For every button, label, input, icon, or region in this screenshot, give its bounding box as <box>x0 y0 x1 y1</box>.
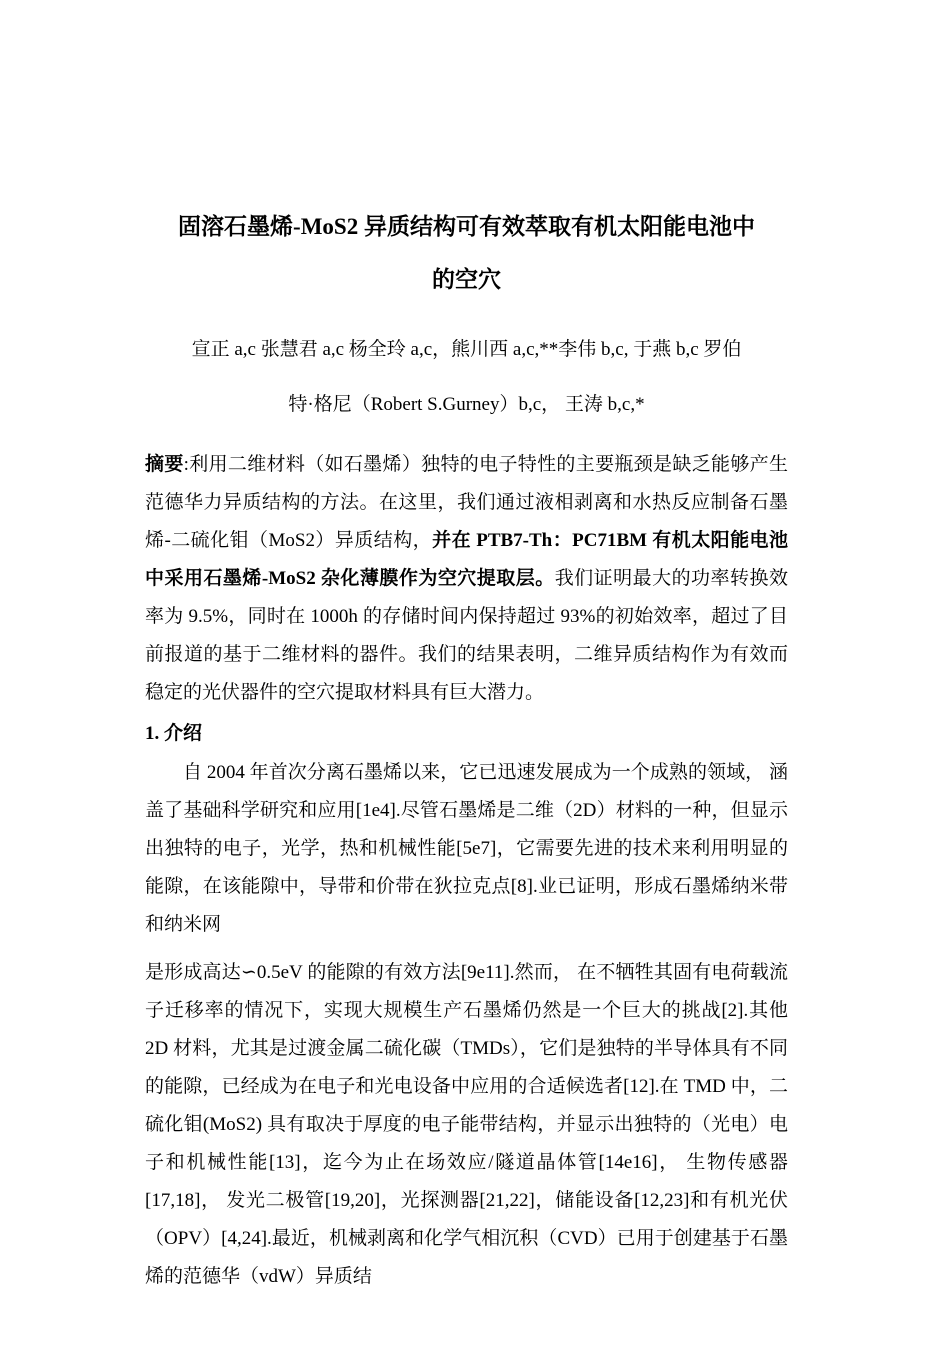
abstract-text-bold: 并在 PTB7-Th：PC71BM 有机太阳能电池中采用石墨烯-MoS2 杂化薄膜作为空穴提取层。 <box>145 530 789 589</box>
intro-paragraph-2: 是形成高达∽0.5eV 的能隙的有效方法[9e11].然而， 在不牺牲其固有电荷载流子迁移率的情况下，实现大规模生产石墨烯仍然是一个巨大的挑战[2].其他 2D 材料，尤其是过渡金属二硫化碳（TMDs），它们是独特的半导体具有不同的能隙，已经成为在电子和光电设备中应用的合适候选者[12].在 TMD 中，二硫化钼(MoS2) 具有取决于厚度的电子能带结构，并显示出独特的（光电）电子和机械性能[13]，迄今为止在场效应/隧道晶体管[14e16]， 生物传感器[17,18]， 发光二极管[19,20]，光探测器[21,22]，储能设备[12,23]和有机光伏（OPV）[4,24].最近，机械剥离和化学气相沉积（CVD）已用于创建基于石墨烯的范德华（vdW）异质结 <box>145 962 788 1287</box>
abstract-text-1: :利用二维材料（如石墨烯）独特的电子特性的主要瓶颈是缺乏能够产生范德华力异质结构的方法。在这里，我们通过液相剥离和水热反应制备石墨烯-二硫化钼（MoS2）异质结构， <box>145 454 788 551</box>
section-1-heading: 1. 介绍 <box>145 723 203 744</box>
paper-title-line1: 固溶石墨烯-MoS2 异质结构可有效萃取有机太阳能电池中 <box>178 214 755 239</box>
author-line-2: 特·格尼（Robert S.Gurney）b,c， 王涛 b,c,* <box>288 394 645 415</box>
author-list <box>145 322 788 432</box>
intro-paragraph-1: 自 2004 年首次分离石墨烯以来，它已迅速发展成为一个成熟的领域， 涵盖了基础科学研究和应用[1e4].尽管石墨烯是二维（2D）材料的一种，但显示出独特的电子，光学，热和机械性能[5e7]，它需要先进的技术来利用明显的能隙，在该能隙中，导带和价带在狄拉克点[8].业已证明，形成石墨烯纳米带和纳米网 <box>145 762 788 935</box>
author-line-1: 宣正 a,c 张慧君 a,c 杨全玲 a,c，熊川西 a,c,**李伟 b,c, 于燕 b,c 罗伯 <box>191 339 742 360</box>
abstract-label: 摘要 <box>145 454 184 475</box>
abstract-paragraph <box>145 446 788 712</box>
paper-title-line2: 的空穴 <box>432 267 501 292</box>
abstract-text-2: 我们证明最大的功率转换效率为 9.5%，同时在 1000h 的存储时间内保持超过 93%的初始效率，超过了目前报道的基于二维材料的器件。我们的结果表明，二维异质结构作为有效而稳定的光伏器件的空穴提取材料具有巨大潜力。 <box>145 568 788 703</box>
paper-title <box>145 200 788 306</box>
